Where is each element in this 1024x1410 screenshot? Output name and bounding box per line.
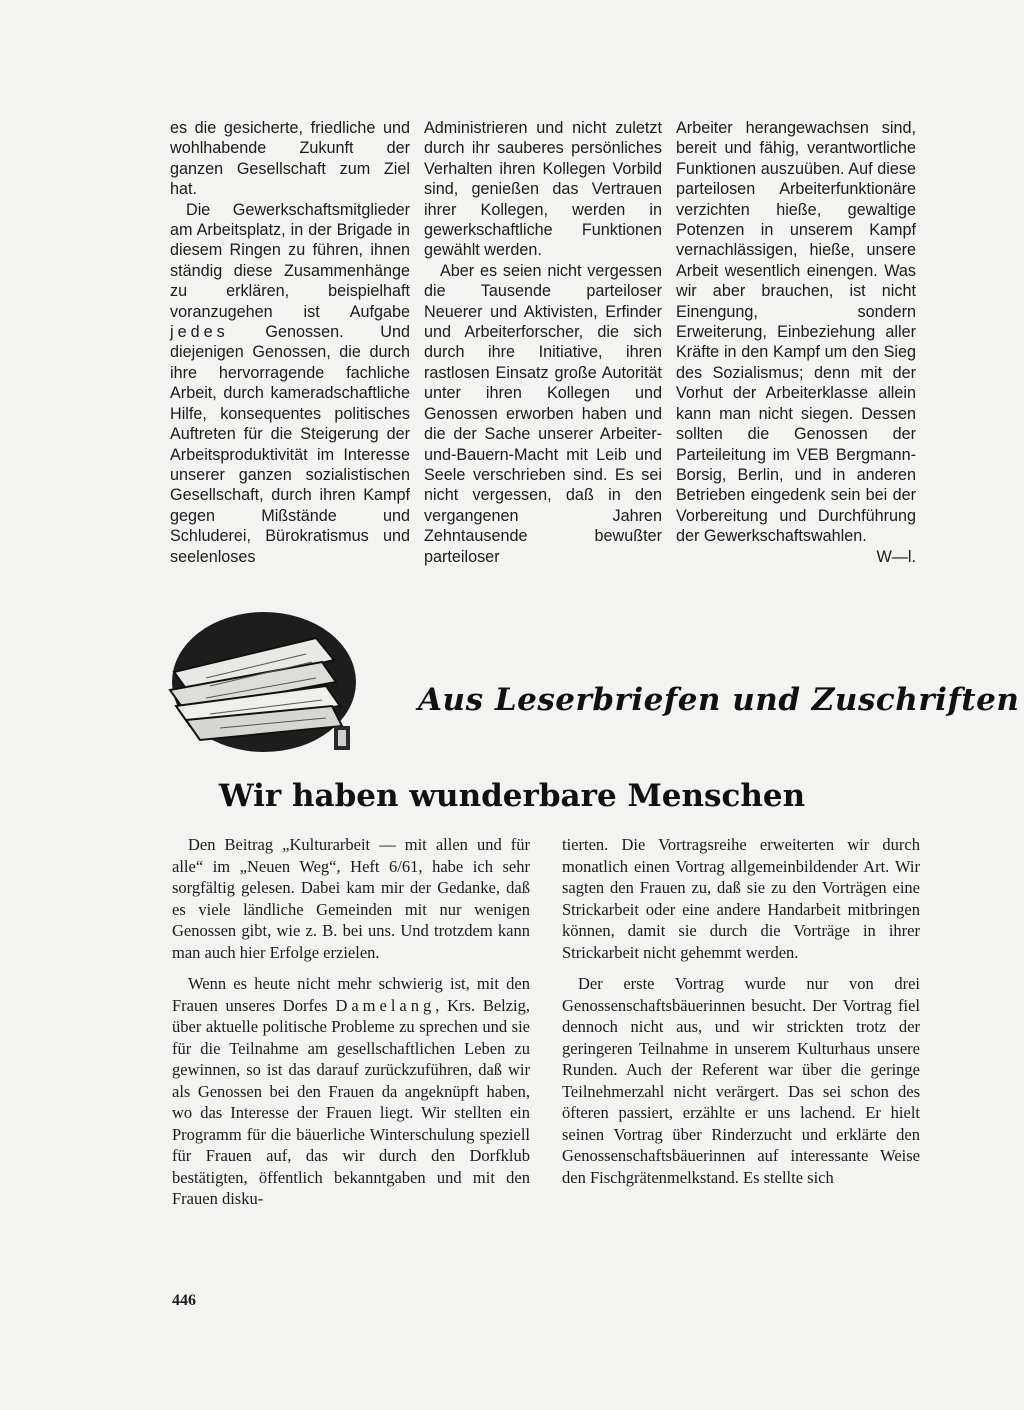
section-title: Aus Leserbriefen und Zuschriften (418, 682, 1020, 718)
emphasized-word: jedes (170, 323, 229, 342)
article-column-2 (562, 834, 920, 1188)
top-column-2 (424, 118, 662, 567)
article-headline: Wir haben wunderbare Menschen (218, 778, 806, 814)
text-run: Genossen. Und diejenigen Genossen, die durch ihre hervorragende fachliche Arbeit, durch kameradschaftliche Hilfe, konsequentes politisches Auftreten für die Steigerung der Arbeitsproduktivität im Interesse unserer ganzen sozialistischen Gesellschaft, durch ihren Kampf gegen Mißstände und Schluderei, Bürokratismus und seelenloses (170, 323, 410, 566)
paragraph: tierten. Die Vortragsreihe erweiterten wir durch monatlich einen Vortrag allgemeinbildender Art. Wir sagten den Frauen zu, daß sie zu den Vorträgen eine Strickarbeit oder eine andere Handarbeit mitbringen können, damit sie durch die Vorträge in ihrer Strickarbeit nicht gehemmt werden. (562, 835, 920, 962)
article-column-1 (172, 834, 530, 1210)
paragraph: Aber es seien nicht vergessen die Tausende parteiloser Neuerer und Aktivisten, Erfinder und Arbeiterforscher, die sich durch ihre Initiative, ihren rastlosen Einsatz große Autorität unter ihren Kollegen und Genossen erworben haben und die der Sache unserer Arbeiter-und-Bauern-Macht mit Leib und Seele verschrieben sind. Es sei nicht vergessen, daß in den vergangenen Jahren Zehntausende bewußter parteiloser (424, 261, 662, 566)
top-column-3 (676, 118, 916, 567)
page-number: 446 (172, 1292, 196, 1309)
section-banner (166, 608, 1020, 768)
text-run: Die Gewerkschaftsmitglieder am Arbeitsplatz, in der Brigade in diesem Ringen zu führen, ihnen ständig diese Zusammenhänge zu erklären, beispielhaft voranzugehen ist Aufgabe (170, 200, 410, 321)
paragraph (170, 200, 410, 567)
top-column-1 (170, 118, 410, 567)
paragraph: Den Beitrag „Kulturarbeit — mit allen und für alle“ im „Neuen Weg“, Heft 6/61, habe ich sehr sorgfältig gelesen. Dabei kam mir der Gedanke, daß es viele ländliche Gemeinden mit nur wenigen Genossen gibt, wie z. B. bei uns. Und trotzdem kann man auch hier Erfolge erzielen. (172, 835, 530, 962)
paragraph: es die gesicherte, friedliche und wohlhabende Zukunft der ganzen Gesellschaft zum Ziel hat. (170, 119, 410, 199)
paragraph (172, 973, 530, 1210)
text-run: , Krs. Belzig, über aktuelle politische Probleme zu sprechen und sie für die Teilnahme am gesellschaftlichen Leben zu gewinnen, so ist das darauf zurückzuführen, daß wir als Genossen bei den Frauen da angeknüpft haben, wo das Interesse der Frauen liegt. Wir stellten ein Programm für die bäuerliche Winterschulung speziell für Frauen auf, das wir durch den Dorfklub bestätigten, öffentlich bekanntgaben und mit den Frauen disku- (172, 995, 531, 1208)
text-run: Wenn es heute nicht mehr schwierig ist, mit den Frauen unseres Dorfes (172, 974, 530, 1015)
place-name: Damelang (335, 995, 436, 1015)
paragraph: Administrieren und nicht zuletzt durch ihr sauberes persönliches Verhalten ihren Kollegen Vorbild sind, genießen das Vertrauen ihrer Kollegen, werden in gewerkschaftliche Funktionen gewählt werden. (424, 119, 662, 260)
stack-of-letters-icon (166, 608, 366, 768)
author-signature: W—l. (876, 547, 916, 566)
paragraph: Arbeiter herangewachsen sind, bereit und fähig, verantwortliche Funktionen auszuüben. Auf diese parteilosen Arbeiterfunktionäre verzichten hieße, gewaltige Potenzen in unserem Kampf vernachlässigen, hieße, unsere Arbeit wesentlich einengen. Was wir aber brauchen, ist nicht Einengung, sondern Erweiterung, Einbeziehung aller Kräfte in den Kampf um den Sieg des Sozialismus; denn mit der Vorhut der Arbeiterklasse allein kann man nicht siegen. Dessen sollten die Genossen der Parteileitung im VEB Bergmann-Borsig, Berlin, und in anderen Betrieben eingedenk sein bei der Vorbereitung und Durchführung der Gewerkschaftswahlen. (676, 119, 916, 546)
paragraph: Der erste Vortrag wurde nur von drei Genossenschaftsbäuerinnen besucht. Der Vortrag fiel dennoch nicht aus, und wir strickten trotz der geringeren Teilnahme in unserem Kulturhaus unsere Runden. Auch der Referent war über die geringe Teilnehmerzahl nicht verärgert. Das sei schon des öfteren passiert, erzählte er uns lachend. Er hielt seinen Vortrag über Rinderzucht und erklärte den Genossenschaftsbäuerinnen auf interessante Weise den Fischgrätenmelkstand. Es stellte sich (562, 974, 920, 1187)
